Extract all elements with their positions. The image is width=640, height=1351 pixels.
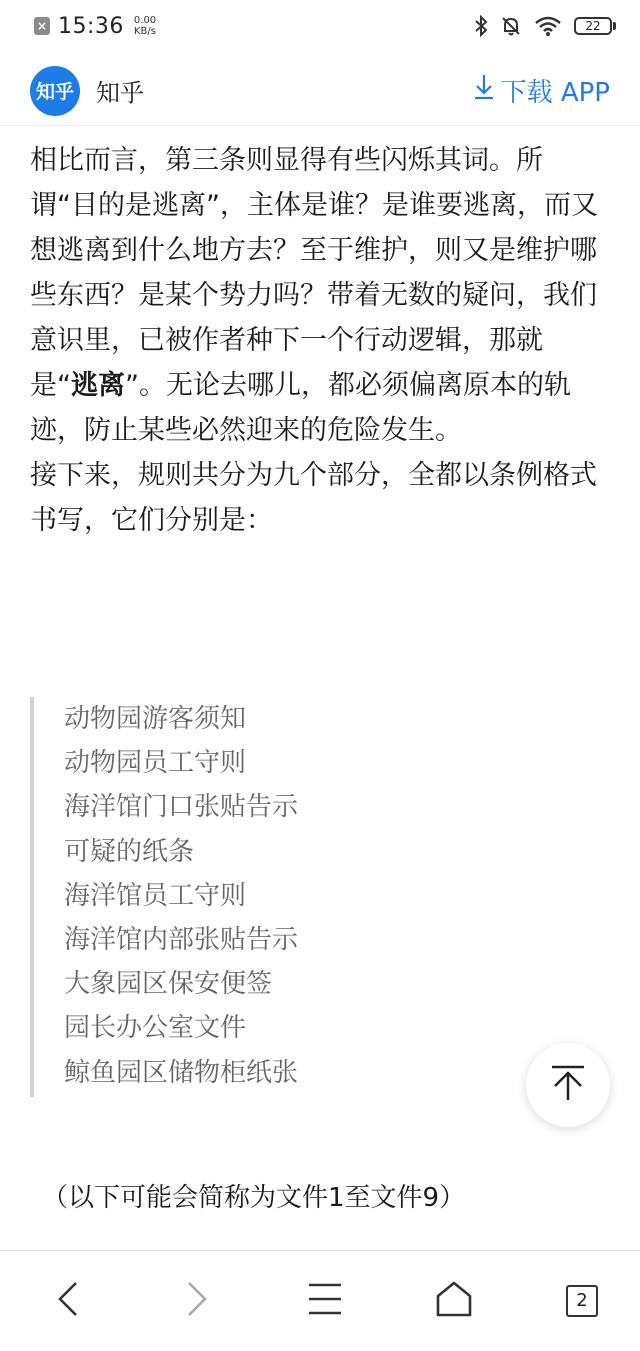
notification-close-icon: × <box>34 17 50 35</box>
abbreviation-note: （以下可能会简称为文件1至文件9） <box>42 1183 466 1213</box>
network-speed <box>134 15 156 37</box>
bluetooth-icon <box>474 15 488 37</box>
back-to-top-button[interactable] <box>526 1043 610 1127</box>
list-item: 动物园员工守则 <box>64 748 247 779</box>
menu-icon <box>307 1282 343 1320</box>
rule-list-blockquote <box>30 697 590 1097</box>
download-app-label: 下载 APP <box>500 78 610 108</box>
chevron-right-icon <box>185 1280 209 1322</box>
emphasis-text: 逃离 <box>71 370 125 401</box>
status-time: 15:36 <box>58 13 124 39</box>
list-item: 园长办公室文件 <box>64 1013 247 1044</box>
chevron-left-icon <box>56 1280 80 1322</box>
list-item: 大象园区保安便签 <box>64 969 273 1000</box>
mute-bell-icon <box>500 15 522 37</box>
download-app-button[interactable] <box>473 72 610 109</box>
arrow-up-to-top-icon <box>548 1063 588 1107</box>
list-item: 海洋馆门口张贴告示 <box>64 792 299 823</box>
home-icon <box>435 1281 473 1321</box>
home-button[interactable] <box>428 1271 480 1331</box>
list-item: 可疑的纸条 <box>64 836 195 867</box>
article-paragraph: 相比而言，第三条则显得有些闪烁其词。所谓“目的是逃离”，主体是谁？是谁要逃离，而又想逃离到什么地方去？至于维护，则又是维护哪些东西？是某个势力吗？带着无数的疑问，我们意识里，已被作者种下一个行动逻辑，那就是“逃离”。无论去哪儿，都必须偏离原本的轨迹，防止某些必然迎来的危险发生。 <box>30 145 598 446</box>
forward-button[interactable] <box>171 1271 223 1331</box>
app-header <box>0 56 640 126</box>
status-bar <box>0 0 640 52</box>
list-item: 海洋馆员工守则 <box>64 880 247 911</box>
list-item: 海洋馆内部张贴告示 <box>64 925 299 956</box>
list-item: 鲸鱼园区储物柜纸张 <box>64 1057 299 1088</box>
download-icon <box>473 73 495 108</box>
browser-bottom-nav <box>0 1250 640 1351</box>
menu-button[interactable] <box>299 1271 351 1331</box>
list-item: 动物园游客须知 <box>64 704 247 734</box>
article-body <box>30 138 610 543</box>
back-button[interactable] <box>42 1271 94 1331</box>
battery-icon <box>574 17 616 35</box>
network-speed-unit: KB/s <box>133 26 156 37</box>
tabs-button[interactable] <box>556 1271 608 1331</box>
app-name: 知乎 <box>96 79 144 107</box>
network-speed-value: 0.00 <box>133 15 157 26</box>
tab-count-badge: 2 <box>566 1285 598 1317</box>
battery-level: 22 <box>574 17 612 35</box>
article-paragraph: 接下来，规则共分为九个部分，全都以条例格式书写，它们分别是： <box>30 460 597 536</box>
wifi-icon <box>534 15 562 37</box>
zhihu-logo[interactable]: 知乎 <box>30 66 80 116</box>
